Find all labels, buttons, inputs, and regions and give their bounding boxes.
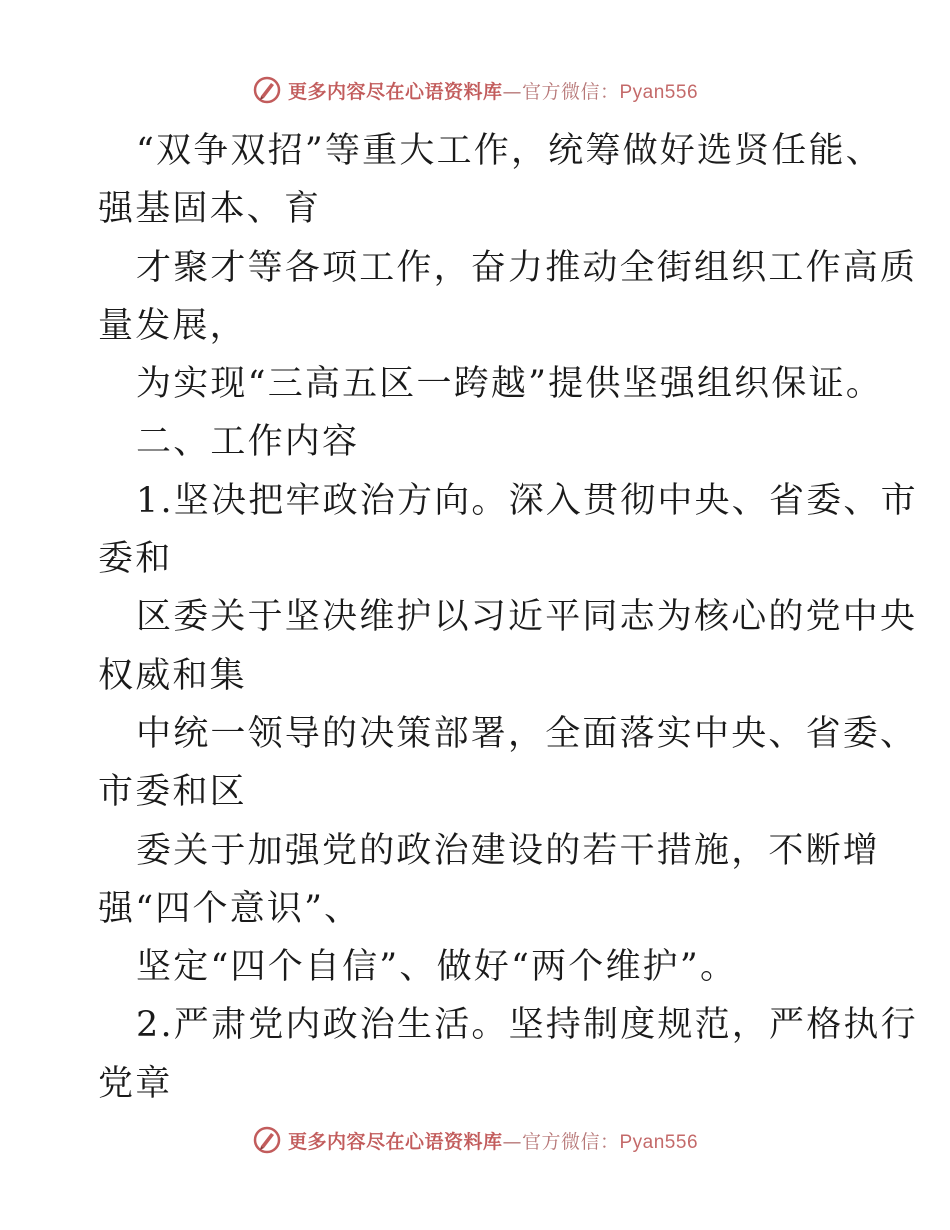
pen-logo-icon [252, 1125, 282, 1155]
paragraph-line: 二、工作内容 [136, 422, 360, 463]
watermark-text [288, 1127, 698, 1154]
paragraph-line: 委和 [98, 539, 173, 580]
paragraph-line: 强基固本、育 [98, 189, 322, 230]
watermark-id: Pyan556 [619, 81, 699, 103]
watermark-main: 更多内容尽在心语资料库 [287, 1130, 503, 1153]
paragraph-line: “双争双招”等重大工作，统筹做好选贤任能、 [136, 131, 883, 171]
header-watermark [0, 70, 950, 110]
paragraph-line: 2.严肃党内政治生活。坚持制度规范，严格执行 [136, 1005, 918, 1046]
paragraph-line: 市委和区 [98, 772, 247, 813]
watermark-text [288, 77, 698, 104]
paragraph-line: 委关于加强党的政治建设的若干措施，不断增 [136, 830, 881, 871]
paragraph-line: 党章 [98, 1063, 173, 1104]
paragraph-line: 量发展， [98, 305, 247, 346]
paragraph-line: 权威和集 [98, 655, 247, 696]
paragraph-line: 强“四个意识”、 [98, 888, 362, 929]
paragraph-line: 坚定“四个自信”、做好“两个维护”。 [136, 947, 738, 988]
document-body [98, 122, 918, 1113]
paragraph-line: 1.坚决把牢政治方向。深入贯彻中央、省委、市 [136, 480, 918, 521]
watermark-sub: 官方微信： [521, 80, 620, 103]
paragraph-line: 才聚才等各项工作，奋力推动全街组织工作高质 [136, 247, 918, 288]
paragraph-line: 为实现“三高五区一跨越”提供坚强组织保证。 [136, 364, 883, 405]
pen-logo-icon [252, 75, 282, 105]
watermark-dash: — [502, 80, 522, 103]
paragraph-line: 区委关于坚决维护以习近平同志为核心的党中央 [136, 597, 918, 638]
footer-watermark [0, 1120, 950, 1160]
paragraph-line: 中统一领导的决策部署，全面落实中央、省委、 [136, 713, 918, 754]
watermark-dash: — [502, 1130, 522, 1153]
watermark-main: 更多内容尽在心语资料库 [287, 80, 503, 103]
watermark-id: Pyan556 [619, 1131, 699, 1153]
watermark-sub: 官方微信： [521, 1130, 620, 1153]
